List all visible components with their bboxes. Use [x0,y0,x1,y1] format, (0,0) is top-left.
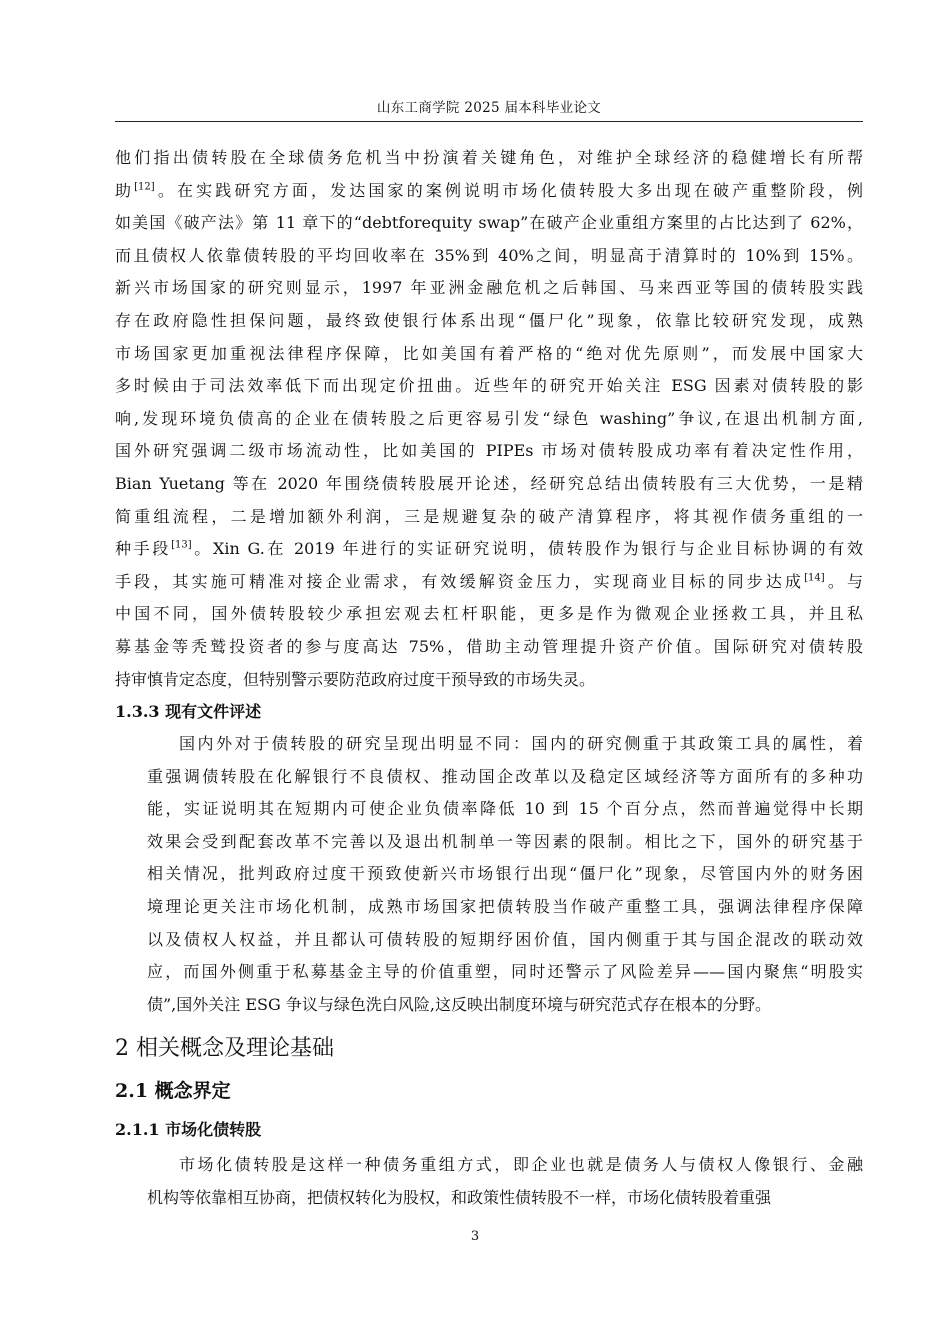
section-heading-2-1: 2.1 概念界定 [115,1080,231,1103]
text-line: 他们指出债转股在全球债务危机当中扮演着关键角色，对维护全球经济的稳健增长有所帮 [115,148,863,167]
text-line: 如美国《破产法》第 11 章下的“debtforequity swap”在破产企业重组方案里的占比达到了 62%， [115,213,863,233]
text-line: 应，而国外侧重于私募基金主导的价值重塑，同时还警示了风险差异——国内聚焦“明股实 [147,962,863,982]
text-line: 能，实证说明其在短期内可使企业负债率降低 10 到 15 个百分点，然而普遍觉得中长期 [147,799,863,819]
paragraph-literature-review [115,728,863,1021]
paragraph-foreign-research [115,142,863,696]
text-line: 效果会受到配套改革不完善以及退出机制单一等因素的限制。相比之下，国外的研究基于 [147,831,863,851]
text-line: 响,发现环境负债高的企业在债转股之后更容易引发“绿色 washing”争议,在退出机制方面, [115,408,863,428]
text-line: 境理论更关注市场化机制，成熟市场国家把债转股当作破产重整工具，强调法律程序保障 [147,897,863,917]
text-line: 募基金等秃鹫投资者的参与度高达 75%，借助主动管理提升资产价值。国际研究对债转股 [115,636,863,656]
citation-marker: [12] [134,181,155,193]
page-body [115,142,863,1215]
text-line: 市场化债转股是这样一种债务重组方式，即企业也就是债务人与债权人像银行、金融 [179,1155,863,1175]
text-line: 以及债权人权益，并且都认可债转股的短期纾困价值，国内侧重于其与国企混改的联动效 [147,929,863,949]
section-heading-2-1-1: 2.1.1 市场化债转股 [115,1120,262,1140]
section-heading-1-3-3: 1.3.3 现有文件评述 [115,702,262,722]
text-line: 中国不同，国外债转股较少承担宏观去杠杆职能，更多是作为微观企业拯救工具，并且私 [115,604,863,624]
chapter-heading-2: 2 相关概念及理论基础 [115,1036,334,1062]
text-line: 存在政府隐性担保问题，最终致使银行体系出现“僵尸化”现象，依靠比较研究发现，成熟 [115,310,863,330]
text-line: 国内外对于债转股的研究呈现出明显不同：国内的研究侧重于其政策工具的属性，着 [179,734,863,754]
paragraph-market-debt-equity [115,1149,863,1214]
text-line: 新兴市场国家的研究则显示，1997 年亚洲金融危机之后韩国、马来西亚等国的债转股实践 [115,278,863,298]
text-line: 相关情况，批判政府过度干预致使新兴市场银行出现“僵尸化”现象，尽管国内外的财务困 [147,864,863,884]
text-line: 助[12]。在实践研究方面，发达国家的案例说明市场化债转股大多出现在破产重整阶段，例 [115,180,863,200]
text-line: 重强调债转股在化解银行不良债权、推动国企改革以及稳定区域经济等方面所有的多种功 [147,766,863,786]
text-line: 手段，其实施可精准对接企业需求，有效缓解资金压力，实现商业目标的同步达成[14]。与 [115,571,863,591]
text-line: 国外研究强调二级市场流动性，比如美国的 PIPEs 市场对债转股成功率有着决定性作用， [115,441,863,461]
header-rule [115,121,863,122]
page-number: 3 [470,1229,480,1244]
text-line: 市场国家更加重视法律程序保障，比如美国有着严格的“绝对优先原则”，而发展中国家大 [115,343,863,363]
text-line: Bian Yuetang 等在 2020 年围绕债转股展开论述，经研究总结出债转股有三大优势，一是精 [115,473,863,493]
citation-marker: [14] [804,572,825,584]
citation-marker: [13] [171,539,192,551]
running-header: 山东工商学院 2025 届本科毕业论文 [376,100,602,116]
text-line: 种手段[13]。Xin G.在 2019 年进行的实证研究说明，债转股作为银行与企业目标协调的有效 [115,539,863,559]
text-line: 机构等依靠相互协商，把债权转化为股权，和政策性债转股不一样，市场化债转股着重强 [147,1188,772,1208]
text-line: 简重组流程，二是增加额外利润，三是规避复杂的破产清算程序，将其视作债务重组的一 [115,506,863,526]
text-line: 而且债权人依靠债转股的平均回收率在 35%到 40%之间，明显高于清算时的 10%到 15%。 [115,245,863,265]
text-line: 持审慎肯定态度，但特别警示要防范政府过度干预导致的市场失灵。 [115,669,596,689]
text-line: 债”,国外关注 ESG 争议与绿色洗白风险,这反映出制度环境与研究范式存在根本的分野。 [147,994,771,1014]
text-line: 多时候由于司法效率低下而出现定价扭曲。近些年的研究开始关注 ESG 因素对债转股的影 [115,376,863,396]
